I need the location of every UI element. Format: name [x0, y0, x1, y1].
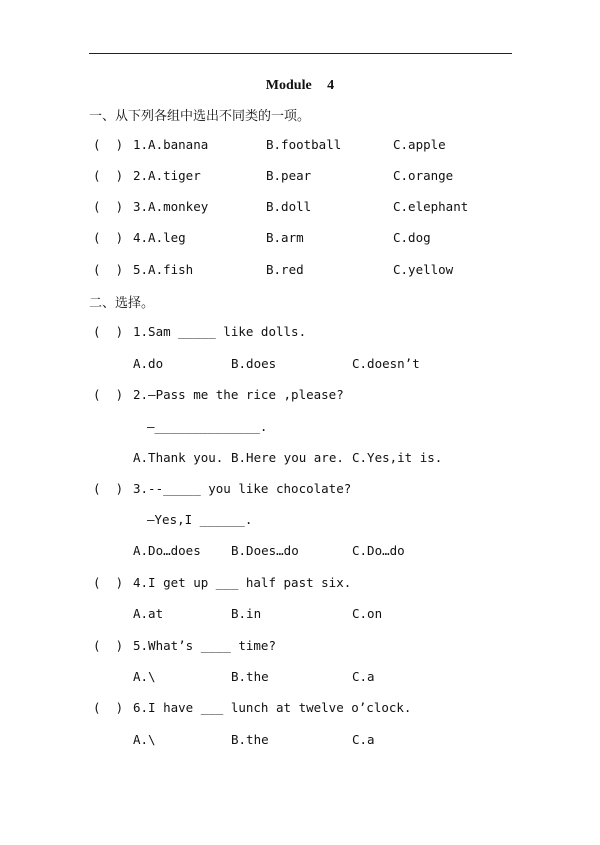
s2-q4-options [0, 605, 600, 623]
option-a: A.\ [133, 732, 156, 747]
answer-blank[interactable]: ( ) [93, 168, 124, 183]
s1-item-2 [0, 167, 600, 185]
s1-item-5 [0, 261, 600, 279]
s2-q4-stem [0, 574, 600, 592]
s2-q2-reply [0, 418, 600, 436]
question-text: 4.I get up ___ half past six. [133, 575, 352, 590]
s2-q6-options [0, 731, 600, 749]
answer-blank[interactable]: ( ) [93, 324, 124, 339]
header-rule [89, 53, 512, 54]
option-c: C.elephant [393, 199, 469, 214]
option-a: 2.A.tiger [133, 168, 201, 183]
answer-blank[interactable]: ( ) [93, 199, 124, 214]
option-a: A.at [133, 606, 164, 621]
option-c: C.Yes,it is. [352, 450, 443, 465]
answer-blank[interactable]: ( ) [93, 481, 124, 496]
s1-item-1 [0, 136, 600, 154]
option-a: 3.A.monkey [133, 199, 209, 214]
answer-blank[interactable]: ( ) [93, 230, 124, 245]
option-b: B.does [231, 356, 277, 371]
question-text: 5.What’s ____ time? [133, 638, 276, 653]
question-text: 3.--_____ you like chocolate? [133, 481, 352, 496]
option-a: A.\ [133, 669, 156, 684]
option-a: 1.A.banana [133, 137, 209, 152]
option-c: C.doesn’t [352, 356, 420, 371]
s2-q3-reply [0, 511, 600, 529]
option-b: B.Does…do [231, 543, 299, 558]
s1-item-3 [0, 198, 600, 216]
option-b: B.in [231, 606, 262, 621]
option-c: C.a [352, 669, 375, 684]
reply-line: —______________. [147, 419, 268, 434]
option-a: A.do [133, 356, 164, 371]
s2-q2-stem [0, 386, 600, 404]
option-c: C.orange [393, 168, 454, 183]
answer-blank[interactable]: ( ) [93, 137, 124, 152]
option-b: B.Here you are. [231, 450, 344, 465]
option-b: B.the [231, 669, 269, 684]
s2-q2-options [0, 449, 600, 467]
option-a: 5.A.fish [133, 262, 194, 277]
option-a: 4.A.leg [133, 230, 186, 245]
question-text: 6.I have ___ lunch at twelve o’clock. [133, 700, 412, 715]
option-a: A.Do…does [133, 543, 201, 558]
option-c: C.apple [393, 137, 446, 152]
answer-blank[interactable]: ( ) [93, 262, 124, 277]
s2-q1-stem [0, 323, 600, 341]
option-c: C.on [352, 606, 383, 621]
section2-heading: 二、选择。 [89, 296, 155, 311]
s2-q3-options [0, 542, 600, 560]
reply-line: —Yes,I ______. [147, 512, 253, 527]
s2-q5-stem [0, 637, 600, 655]
option-b: B.red [266, 262, 304, 277]
s2-q1-options [0, 355, 600, 373]
question-text: 2.—Pass me the rice ,please? [133, 387, 344, 402]
answer-blank[interactable]: ( ) [93, 387, 124, 402]
section1-heading: 一、从下列各组中选出不同类的一项。 [89, 109, 311, 124]
option-b: B.football [266, 137, 342, 152]
option-c: C.dog [393, 230, 431, 245]
option-c: C.Do…do [352, 543, 405, 558]
s2-q6-stem [0, 699, 600, 717]
answer-blank[interactable]: ( ) [93, 638, 124, 653]
option-b: B.arm [266, 230, 304, 245]
option-b: B.the [231, 732, 269, 747]
s2-q5-options [0, 668, 600, 686]
option-c: C.yellow [393, 262, 454, 277]
option-c: C.a [352, 732, 375, 747]
option-a: A.Thank you. [133, 450, 224, 465]
option-b: B.doll [266, 199, 312, 214]
answer-blank[interactable]: ( ) [93, 575, 124, 590]
option-b: B.pear [266, 168, 312, 183]
question-text: 1.Sam _____ like dolls. [133, 324, 307, 339]
page-title: Module 4 [265, 78, 335, 93]
answer-blank[interactable]: ( ) [93, 700, 124, 715]
s1-item-4 [0, 229, 600, 247]
s2-q3-stem [0, 480, 600, 498]
